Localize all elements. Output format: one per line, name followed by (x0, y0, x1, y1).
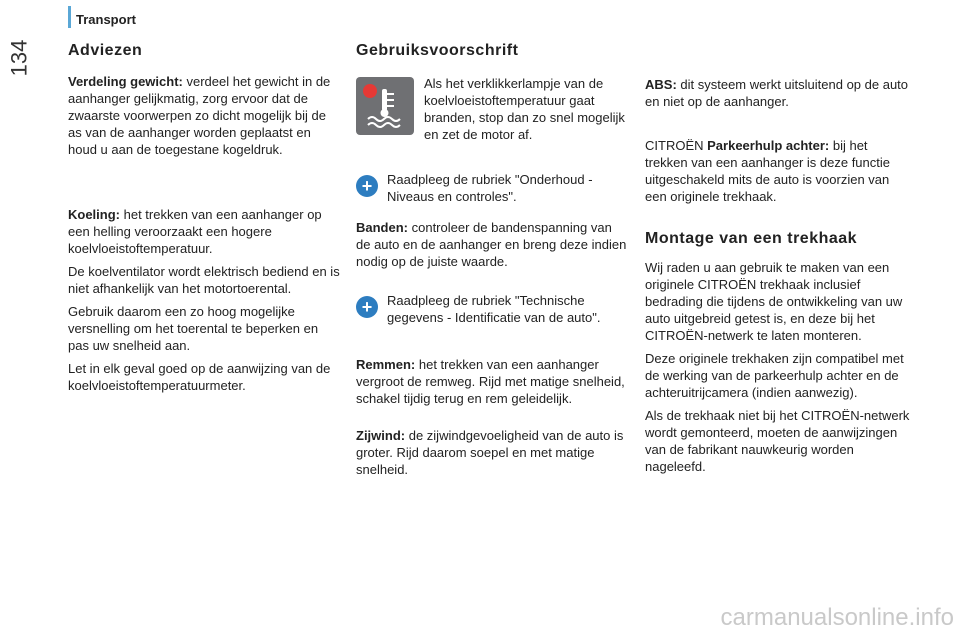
paragraph-koelventilator: De koelventilator wordt elektrisch bediend en is niet afhankelijk van het motortoerental. (68, 264, 340, 296)
paragraph-versnelling: Gebruik daarom een zo hoog mogelijke versnelling om het toerental te beperken en pas uw snelheid aan. (68, 304, 319, 353)
text-parkeerhulp: bij het trekken van een aanhanger is deze functie uitgeschakeld mits de auto is voorzien van een originele trekhaak. (645, 138, 891, 204)
label-parkeerhulp: Parkeerhulp achter: (707, 138, 830, 153)
text-remmen: het trekken van een aanhanger vergroot de remweg. Rijd met matige snelheid, schakel tijdig terug en rem geleidelijk. (356, 357, 625, 406)
reference-technische-gegevens-text: Raadpleeg de rubriek "Technische gegevens - Identificatie van de auto". (387, 293, 601, 325)
heading-gebruiksvoorschrift: Gebruiksvoorschrift (356, 42, 519, 59)
paragraph-zijwind (356, 427, 628, 478)
column-right (645, 76, 913, 475)
page-number: 134 (6, 39, 31, 77)
reference-onderhoud-text: Raadpleeg de rubriek "Onderhoud - Niveaus en controles". (387, 172, 593, 204)
plus-icon: + (356, 175, 378, 197)
section-accent-bar (68, 6, 71, 28)
label-zijwind: Zijwind: (356, 428, 406, 443)
text-citroen-prefix: CITROËN (645, 138, 708, 153)
text-verdeling-gewicht: verdeel het gewicht in de aanhanger gelijkmatig, zorg ervoor dat de zwaarste voorwerpen zo dicht mogelijk bij de as van de aanhanger worden geplaatst en houd u aan de toegestane kogeldruk. (68, 74, 331, 157)
column-gebruiksvoorschrift (356, 42, 628, 478)
heading-montage-trekhaak: Montage van een trekhaak (645, 230, 858, 247)
section-name: Transport (76, 12, 136, 27)
label-koeling: Koeling: (68, 207, 120, 222)
paragraph-banden (356, 219, 628, 270)
column-adviezen (68, 42, 342, 394)
label-remmen: Remmen: (356, 357, 416, 372)
watermark: carmanualsonline.info (720, 604, 954, 631)
text-banden: controleer de bandenspanning van de auto en de aanhanger en breng deze indien nodig op de juiste waarde. (356, 220, 627, 269)
label-abs: ABS: (645, 77, 677, 92)
paragraph-verdeling-gewicht (68, 73, 342, 158)
paragraph-montage-3: Als de trekhaak niet bij het CITROËN-netwerk wordt gemonteerd, moeten de aanwijzingen van de fabrikant nauwkeurig worden nageleefd. (645, 408, 910, 474)
text-koeling: het trekken van een aanhanger op een helling veroorzaakt een hogere koelvloeistoftemperatuur. (68, 207, 322, 256)
warning-text: Als het verklikkerlampje van de koelvloeistoftemperatuur gaat branden, stop dan zo snel mogelijk en zet de motor af. (424, 76, 625, 142)
page-number-wrapper (6, 28, 32, 88)
reference-technische-gegevens (356, 292, 628, 326)
warning-block (356, 77, 628, 143)
plus-icon: + (356, 296, 378, 318)
paragraph-koeling (68, 206, 342, 257)
text-zijwind: de zijwindgevoeligheid van de auto is groter. Rijd daarom soepel en met matige snelheid. (356, 428, 624, 477)
paragraph-montage-1: Wij raden u aan gebruik te maken van een originele CITROËN trekhaak inclusief bedrading die tijdens de ontwikkeling van uw auto uitgebreid getest is, en deze bij het CITROËN-netwerk te laten monteren. (645, 260, 903, 343)
paragraph-temperatuurmeter: Let in elk geval goed op de aanwijzing van de koelvloeistoftemperatuurmeter. (68, 361, 331, 393)
heading-adviezen: Adviezen (68, 42, 143, 59)
paragraph-abs (645, 76, 913, 110)
label-verdeling-gewicht: Verdeling gewicht: (68, 74, 183, 89)
paragraph-montage-2: Deze originele trekhaken zijn compatibel met de werking van de parkeerhulp achter en de achteruitrijcamera (indien aanwezig). (645, 351, 904, 400)
paragraph-parkeerhulp (645, 137, 913, 205)
paragraph-remmen (356, 356, 628, 407)
text-abs: dit systeem werkt uitsluitend op de auto en niet op de aanhanger. (645, 77, 909, 109)
coolant-temperature-warning-icon (356, 77, 414, 135)
thermometer-waves-icon (356, 77, 414, 135)
label-banden: Banden: (356, 220, 408, 235)
reference-onderhoud (356, 171, 628, 205)
